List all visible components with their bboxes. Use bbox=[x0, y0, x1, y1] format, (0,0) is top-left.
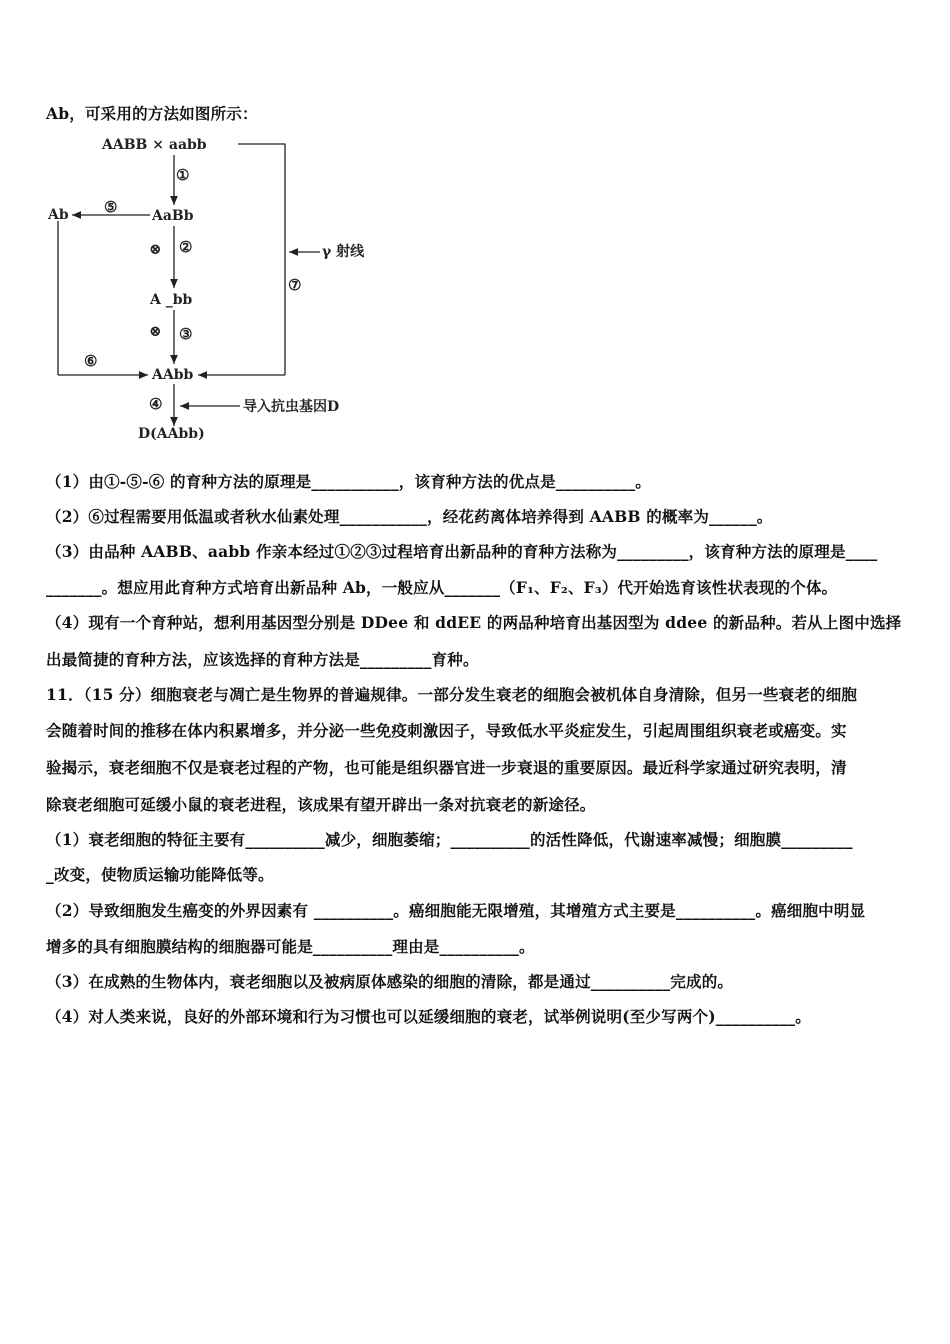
q11-intro-a: 11．（15 分）细胞衰老与凋亡是生物界的普遍规律。一部分发生衰老的细胞会被机体自身清除，但另一些衰老的细胞 bbox=[46, 685, 858, 704]
q10-part4b: 出最简捷的育种方法，应该选择的育种方法是_________育种。 bbox=[46, 650, 479, 669]
selfing-symbol-2: ⊗ bbox=[149, 322, 162, 340]
q10-part1: （1）由①-⑤-⑥ 的育种方法的原理是___________，该育种方法的优点是__________。 bbox=[46, 472, 651, 491]
f1-label: AaBb bbox=[152, 208, 194, 224]
intro-line: Ab，可采用的方法如图所示： bbox=[46, 104, 258, 123]
aabb-pure-label: AAbb bbox=[152, 367, 194, 383]
q11-intro-b: 会随着时间的推移在体内积累增多，并分泌一些免疫刺激因子，导致低水平炎症发生，引起周围组织衰老或癌变。实 bbox=[46, 721, 847, 740]
step-1: ① bbox=[176, 166, 190, 184]
q11-part4: （4）对人类来说，良好的外部环境和行为习惯也可以延缓细胞的衰老，试举例说明(至少写两个)__________。 bbox=[46, 1007, 811, 1026]
parents-label: AABB × aabb bbox=[102, 137, 207, 153]
q11-part1a: （1）衰老细胞的特征主要有__________减少，细胞萎缩；__________的活性降低，代谢速率减慢；细胞膜_________ bbox=[46, 830, 853, 849]
step-7: ⑦ bbox=[288, 276, 302, 294]
step-3: ③ bbox=[179, 325, 193, 343]
path-7 bbox=[238, 144, 285, 375]
step-5: ⑤ bbox=[104, 198, 118, 216]
q11-intro-d: 除衰老细胞可延缓小鼠的衰老进程，该成果有望开辟出一条对抗衰老的新途径。 bbox=[46, 795, 596, 814]
result-label: D(AAbb) bbox=[138, 426, 205, 442]
q11-part2b: 增多的具有细胞膜结构的细胞器可能是__________理由是__________。 bbox=[46, 937, 535, 956]
a-bb-label: A _bb bbox=[150, 292, 193, 308]
selfing-symbol-1: ⊗ bbox=[149, 240, 162, 258]
step-6: ⑥ bbox=[84, 352, 98, 370]
q11-part1b: _改变，使物质运输功能降低等。 bbox=[46, 865, 274, 884]
step-4: ④ bbox=[149, 395, 163, 413]
q11-part2a: （2）导致细胞发生癌变的外界因素有 __________。癌细胞能无限增殖，其增殖方式主要是__________。癌细胞中明显 bbox=[46, 901, 866, 920]
q11-part3: （3）在成熟的生物体内，衰老细胞以及被病原体感染的细胞的清除，都是通过__________完成的。 bbox=[46, 972, 734, 991]
gamma-label: γ 射线 bbox=[322, 244, 365, 260]
breeding-diagram bbox=[40, 128, 400, 448]
q10-part3b: _______。想应用此育种方式培育出新品种 Ab，一般应从_______（F₁、F₂、F₃）代开始选育该性状表现的个体。 bbox=[46, 578, 838, 597]
q10-part4a: （4）现有一个育种站，想利用基因型分别是 DDee 和 ddEE 的两品种培育出基因型为 ddee 的新品种。若从上图中选择 bbox=[46, 613, 902, 632]
insert-gene-label: 导入抗虫基因D bbox=[243, 399, 340, 415]
q10-part2: （2）⑥过程需要用低温或者秋水仙素处理___________，经花药离体培养得到 AABB 的概率为______。 bbox=[46, 507, 773, 526]
ab-label: Ab bbox=[48, 207, 69, 223]
q10-part3a: （3）由品种 AABB、aabb 作亲本经过①②③过程培育出新品种的育种方法称为_________，该育种方法的原理是____ bbox=[46, 542, 878, 561]
q11-intro-c: 验揭示，衰老细胞不仅是衰老过程的产物，也可能是组织器官进一步衰退的重要原因。最近科学家通过研究表明，清 bbox=[46, 758, 847, 777]
step-2: ② bbox=[179, 238, 193, 256]
